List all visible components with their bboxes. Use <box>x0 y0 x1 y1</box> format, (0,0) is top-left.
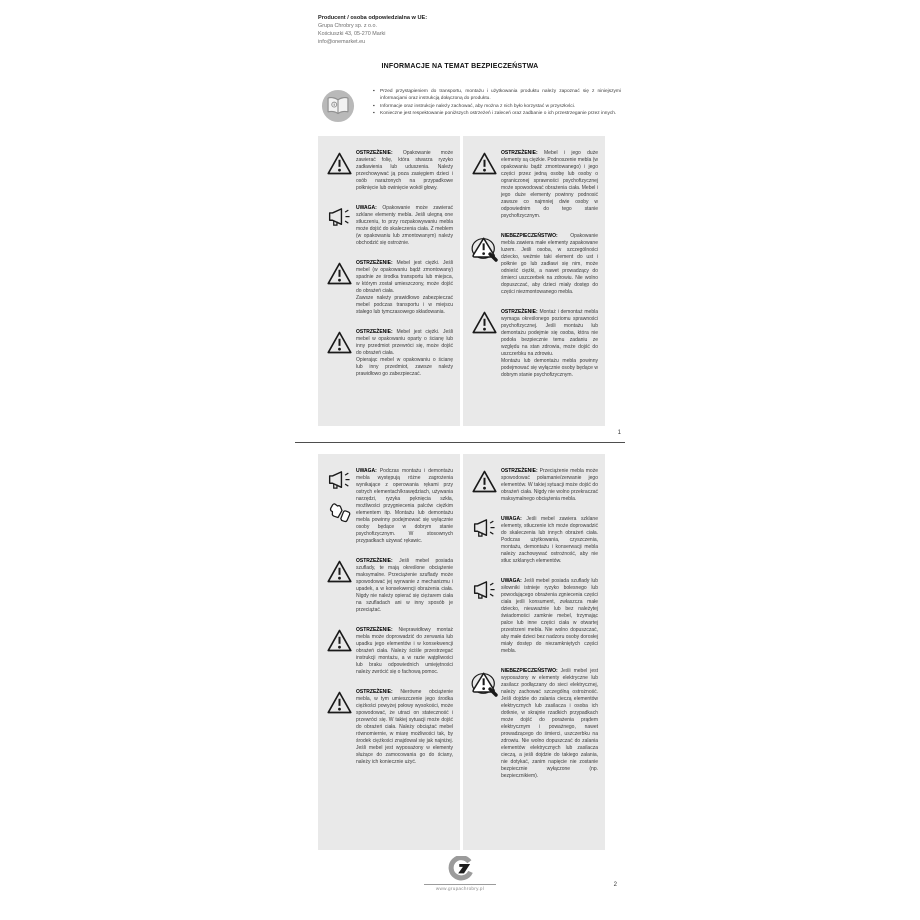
page1-right-warning-box <box>463 136 605 426</box>
warning-paragraph: Opierając mebel w opakowaniu o ścianę lub inny przedmiot, zawsze należy prawidłowo go zabezpieczać. <box>356 357 453 377</box>
megaphone-icon <box>471 517 497 539</box>
warning-icon-column <box>322 205 356 247</box>
warning-text <box>501 233 601 296</box>
warning-label: UWAGA: <box>501 578 524 584</box>
warning-item <box>322 627 456 676</box>
warning-paragraph: OSTRZEŻENIE: Nieprawidłowy montaż mebla może doprowadzić do zerwania lub upadku jego elementów i w konsekwencji obrażeń ciała. Należy ściśle przestrzegać instrukcji montażu, a w razie wątpliwości lub braku odpowiednich umiejętności należy zwrócić się o fachową pomoc. <box>356 627 453 675</box>
warning-triangle-icon <box>326 559 353 584</box>
warning-item <box>467 668 601 780</box>
warning-label: UWAGA: <box>356 205 383 211</box>
warning-label: UWAGA: <box>356 468 380 474</box>
megaphone-icon <box>326 469 352 491</box>
producer-line: info@onemarket.eu <box>318 39 366 45</box>
page-divider <box>295 442 625 443</box>
warning-paragraph: Montażu lub demontażu mebla powinny podejmować się wyłącznie osoby będące w dobrym stanie psychofizycznym. <box>501 358 598 378</box>
intro-bullet: ▪ Konieczne jest respektowanie poniższych ostrzeżeń i zaleceń oraz zadbanie o ich przestrzeganie przez innych. <box>373 111 621 118</box>
warning-label: OSTRZEŻENIE: <box>501 468 540 474</box>
warning-text <box>501 468 601 503</box>
warning-text <box>501 516 601 565</box>
danger-triangle-icon <box>470 234 499 263</box>
warning-paragraph: OSTRZEŻENIE: Montaż i demontaż mebla wymaga określonego poziomu sprawności psychofizycznej. Jeśli montażu lub demontażu podejmie się osoba, która nie podoła bezpiecznie temu zadaniu ze względu na stan zdrowia, może dojść do uszczerbku na zdrowiu. <box>501 309 598 357</box>
warning-icon-column <box>467 578 501 655</box>
megaphone-icon <box>471 579 497 601</box>
warning-paragraph: NIEBEZPIECZEŃSTWO: Jeśli mebel jest wyposażony w elementy elektryczne lub zasilacz podłączany do sieci elektrycznej, należy zachować szczególną ostrożność. Jeśli dojdzie do zalania cieczą elementów elektrycznych lub zasilacza i osoba ich dotknie, w skrajnie rzadkich przypadkach może dojść do porażenia prądem elektrycznym i poważnego, nawet prowadzącego do śmierci, uszczerbku na zdrowiu. Nie wolno dopuszczać do zalania elementów elektrycznych lub zasilacza cieczą, a jeśli dojdzie do takiego zalania, nie dotykać, zanim napięcie nie zostanie bezpiecznie wyłączone (np. bezpiecznikiem). <box>501 668 598 779</box>
warning-paragraph: Zawsze należy prawidłowo zabezpieczać mebel podczas transportu i w miejscu stałego lub tymczasowego składowania. <box>356 295 453 315</box>
warning-paragraph: OSTRZEŻENIE: Opakowanie może zawierać folię, która stwarza ryzyko zadławienia lub uduszenia. Należy przechowywać ją poza zasięgiem dzieci i osób narażonych na przypadkowe połknięcie lub owinięcie wokół głowy. <box>356 150 453 191</box>
warning-icon-column <box>322 260 356 316</box>
page2-right-warning-box <box>463 454 605 850</box>
warning-label: NIEBEZPIECZEŃSTWO: <box>501 233 571 239</box>
warning-text <box>501 150 601 220</box>
warning-item <box>322 329 456 378</box>
warning-triangle-icon <box>326 628 353 653</box>
page2-left-warning-box <box>318 454 460 850</box>
megaphone-icon <box>326 206 352 228</box>
warning-item <box>322 689 456 766</box>
intro-section <box>321 89 625 123</box>
producer-lines <box>318 22 625 46</box>
warning-paragraph: OSTRZEŻENIE: Jeśli mebel posiada szuflady, te mają określone obciążenie maksymalne. Przeciążenie szuflady może spowodować jej wyrwanie z mechanizmu i upadek, a w konsekwencji obrażenia ciała. Nigdy nie należy opierać się ciężarem ciała na szufladach ani w inny sposób je przeciążać. <box>356 558 453 613</box>
warning-item <box>322 150 456 192</box>
warning-item <box>322 205 456 247</box>
producer-heading: Producent / osoba odpowiedzialna w UE: <box>318 15 428 21</box>
warning-item <box>322 558 456 614</box>
safety-sheet <box>295 0 625 426</box>
warning-icon-column <box>322 468 356 545</box>
warning-icon-column <box>322 627 356 676</box>
producer-block <box>318 14 625 46</box>
warning-icon-column <box>322 329 356 378</box>
warning-icon-column <box>467 516 501 565</box>
page2-number: 2 <box>613 882 617 888</box>
warning-item <box>322 468 456 545</box>
warning-text <box>356 558 456 614</box>
warning-icon-column <box>467 150 501 220</box>
page1-number: 1 <box>617 430 621 436</box>
warning-icon-column <box>467 309 501 379</box>
danger-triangle-icon <box>470 669 499 698</box>
warning-paragraph: OSTRZEŻENIE: Przeciążenie mebla może spowodować połamanie/zerwanie jego elementów. W takiej sytuacji może dojść do obrażeń ciała. Nigdy nie wolno przekraczać maksymalnego obciążenia mebla. <box>501 468 598 502</box>
warning-label: OSTRZEŻENIE: <box>501 150 544 156</box>
producer-line: Grupa Chrobry sp. z o.o. <box>318 23 378 29</box>
warning-text <box>501 668 601 780</box>
warning-label: NIEBEZPIECZEŃSTWO: <box>501 668 561 674</box>
logo-block <box>424 856 496 891</box>
warning-paragraph: OSTRZEŻENIE: Nierówne obciążenie mebla, w tym umieszczenie jego środka ciężkości powyżej połowy wysokości, może spowodować, że utraci on stateczność i przewróci się. W takiej sytuacji może dojść do obrażeń ciała. Należy obciążać mebel równomiernie, w miarę możliwości tak, by środek ciężkości znajdował się jak najniżej. Jeśli mebel jest wyposażony w elementy służące do zamocowania go do ściany, należy ich koniecznie użyć. <box>356 689 454 765</box>
open-book-icon <box>321 89 355 123</box>
warning-icon-column <box>467 668 501 780</box>
gloves-icon <box>328 501 351 524</box>
warning-text <box>501 309 601 379</box>
page1-warning-columns <box>318 136 625 426</box>
warning-label: OSTRZEŻENIE: <box>356 689 401 695</box>
warning-item <box>467 578 601 655</box>
warning-text <box>356 260 456 316</box>
warning-text <box>356 468 456 545</box>
warning-triangle-icon <box>471 310 498 335</box>
warning-label: OSTRZEŻENIE: <box>356 260 397 266</box>
warning-paragraph: OSTRZEŻENIE: Mebel jest ciężki. Jeśli mebel (w opakowaniu bądź zmontowany) spadnie ze środka transportu lub miejsca, w którym został umieszczony, może dojść do obrażeń ciała. <box>356 260 453 294</box>
intro-bullet: ▪ Informacje oraz instrukcje należy zachować, aby można z nich było korzystać w przyszłości. <box>373 104 621 111</box>
warning-label: OSTRZEŻENIE: <box>501 309 540 315</box>
warning-triangle-icon <box>326 690 353 715</box>
warning-triangle-icon <box>326 261 353 286</box>
producer-line: Kościuszki 43, 05-270 Marki <box>318 31 386 37</box>
footer-rule <box>424 884 496 885</box>
warning-text <box>356 329 456 378</box>
warning-item <box>467 309 601 379</box>
grupa-chrobry-logo <box>424 856 496 882</box>
warning-label: OSTRZEŻENIE: <box>356 329 397 335</box>
warning-item <box>467 150 601 220</box>
warning-label: OSTRZEŻENIE: <box>356 558 400 564</box>
warning-triangle-icon <box>326 330 353 355</box>
warning-icon-column <box>322 558 356 614</box>
warning-paragraph: OSTRZEŻENIE: Mebel jest ciężki. Jeśli mebel w opakowaniu oparty o ścianę lub inny przedmiot przewróci się, może dojść do obrażeń ciała. <box>356 329 453 356</box>
warning-item <box>467 233 601 296</box>
page-title: INFORMACJE NA TEMAT BEZPIECZEŃSTWA <box>381 63 539 70</box>
warning-text <box>356 205 456 247</box>
warning-item <box>467 516 601 565</box>
intro-bullet: ▪ Przed przystąpieniem do transportu, montażu i użytkowania produktu należy zapoznać się z niniejszymi informacjami oraz instrukcją dołączoną do produktu. <box>373 89 621 103</box>
page1-left-warning-box <box>318 136 460 426</box>
warning-text <box>356 689 456 766</box>
warning-icon-column <box>322 150 356 192</box>
warning-text <box>356 150 456 192</box>
warning-paragraph: UWAGA: Jeśli mebel zawiera szklane elementy, stłuczenie ich może doprowadzić do skaleczenia lub innych obrażeń ciała. Podczas użytkowania, czyszczenia, montażu, demontażu i konserwacji mebla należy zachowywać ostrożność, aby nie stłuc szklanych elementów. <box>501 516 598 564</box>
warning-triangle-icon <box>471 469 498 494</box>
warning-paragraph: OSTRZEŻENIE: Mebel i jego duże elementy są ciężkie. Podnoszenie mebla (w opakowaniu bądź zmontowanego) i jego części przez jedną osobę lub osoby o ograniczonej sprawności psychofizycznej może spowodować obrażenia ciała. Mebel i jego duże elementy powinny podnosić zawsze co najmniej dwie osoby w odpowiednim do tego stanie psychofizycznym. <box>501 150 598 219</box>
warning-label: UWAGA: <box>501 516 527 522</box>
footer-website: www.grupachrobry.pl <box>435 886 485 891</box>
warning-triangle-icon <box>471 151 498 176</box>
warning-paragraph: UWAGA: Podczas montażu i demontażu mebla występują różne zagrożenia wynikające z operowania rękami przy ostrych elementach/krawędziach, używania narzędzi, ryzyka pęknięcia szkła, możliwości przygniecenia palców ciężkim elementem itp. Montażu lub demontażu mebla powinny podejmować się wyłącznie osoby będące w dobrym stanie psychofizycznym. W stosownych przypadkach używać rękawic. <box>356 468 453 544</box>
warning-text <box>501 578 601 655</box>
warning-label: OSTRZEŻENIE: <box>356 627 399 633</box>
warning-triangle-icon <box>326 151 353 176</box>
warning-paragraph: NIEBEZPIECZEŃSTWO: Opakowanie mebla zawiera małe elementy zapakowane luzem. Jeśli osoba, w szczególności dziecko, weźmie taki element do ust i połknie go lub zadławi się nim, może odnieść ciężki, a nawet prowadzący do śmierci uszczerbek na zdrowiu. Nie wolno dopuszczać, aby dzieci miały dostęp do części niezmontowanego mebla. <box>501 233 598 295</box>
warning-paragraph: UWAGA: Opakowanie może zawierać szklane elementy mebla. Jeśli ulegną one stłuczeniu, to przy rozpakowywaniu mebla może dojść do skaleczenia ciała. Z meblem (w opakowaniu lub zmontowanym) należy obchodzić się ostrożnie. <box>356 205 453 246</box>
intro-bullet-list <box>365 89 625 119</box>
warning-item <box>467 468 601 503</box>
warning-item <box>322 260 456 316</box>
warning-icon-column <box>467 233 501 296</box>
warning-text <box>356 627 456 676</box>
safety-sheet-page2 <box>295 454 625 850</box>
page2-warning-columns <box>318 454 625 850</box>
warning-label: OSTRZEŻENIE: <box>356 150 403 156</box>
warning-icon-column <box>467 468 501 503</box>
warning-icon-column <box>322 689 356 766</box>
warning-paragraph: UWAGA: Jeśli mebel posiada szuflady lub siłowniki istnieje ryzyko bolesnego lub powodującego obrażenia zgniecenia części ciała jeśli konsument, zwłaszcza małe dziecko, nieuważnie lub bez należytej świadomości zamknie mebel, trzymając palce lub inne części ciała w otwartej przestrzeni mebla. Nie wolno dopuszczać, aby małe dzieci bez nadzoru osoby dorosłej miały dostęp do niezamkniętych części mebla. <box>501 578 598 654</box>
page2-footer <box>295 856 625 890</box>
